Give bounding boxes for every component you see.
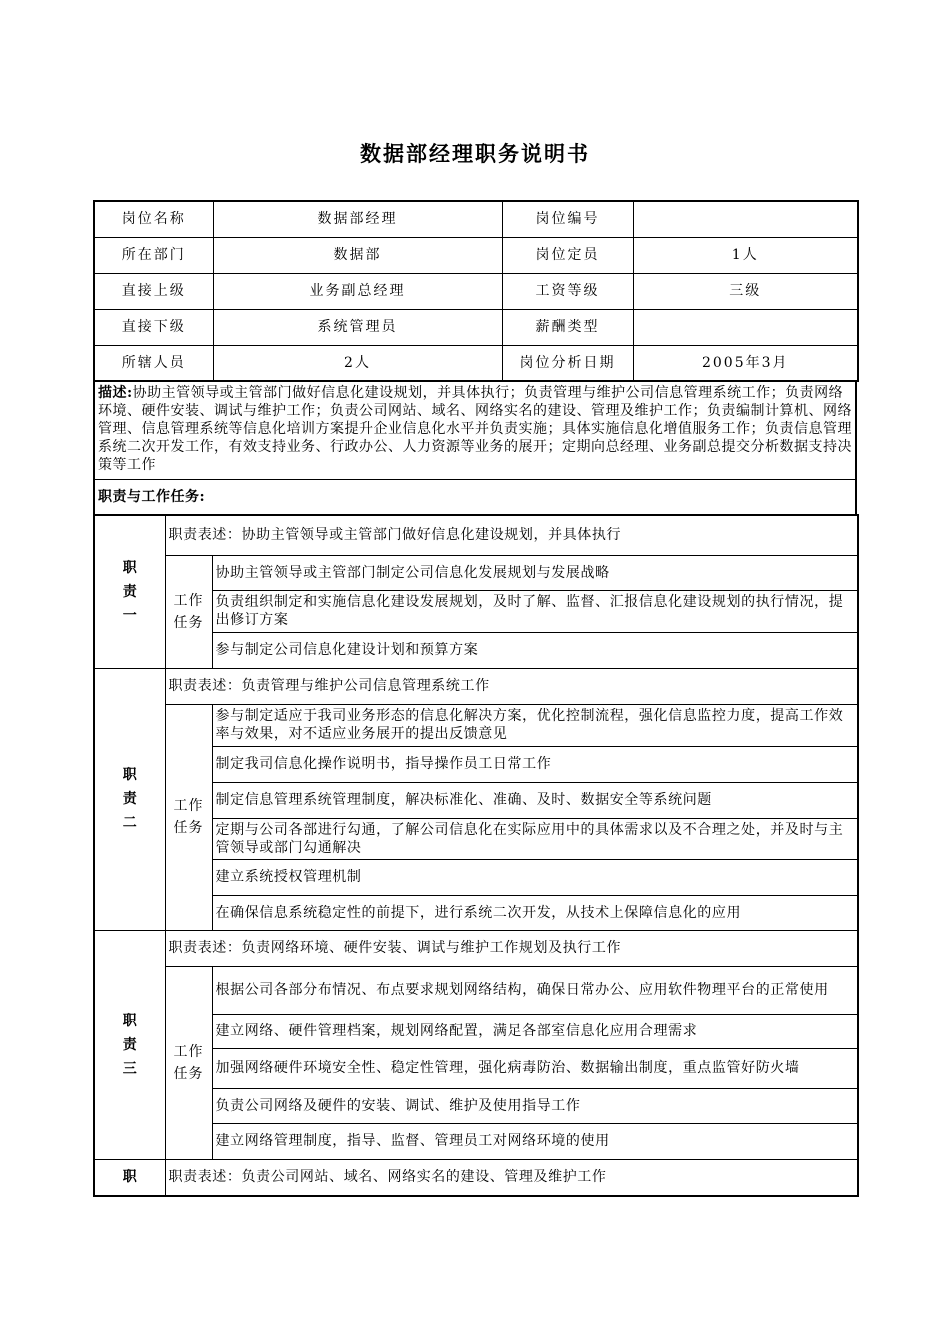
duties-table (93, 514, 859, 1197)
info-value: 系统管理员 (213, 309, 502, 345)
task-row (94, 966, 858, 1014)
task-label-word: 任务 (173, 820, 204, 836)
info-label: 薪酬类型 (502, 309, 633, 345)
info-label: 直接上级 (94, 273, 213, 309)
info-row (94, 345, 858, 381)
task-item: 建立网络、硬件管理档案，规划网络配置，满足各部室信息化应用合理需求 (212, 1014, 858, 1048)
info-value: 2人 (213, 345, 502, 381)
duty-label (94, 1159, 165, 1196)
description-cell (94, 381, 856, 479)
description-text: 协助主管领导或主管部门做好信息化建设规划，并具体执行；负责管理与维护公司信息管理系统工作；负责网络环境、硬件安装、调试与维护工作；负责公司网站、域名、网络实名的建设、管理及维护工作；负责编制计算机、网络管理、信息管理系统等信息化培训方案提升企业信息化水平并负责实施；具体实施信息化增值服务工作；负责信息管理系统二次开发工作，有效支持业务、行政办公、人力资源等业务的展开；定期向总经理、业务副总提交分析数据支持决策等工作 (98, 385, 852, 473)
info-row (94, 273, 858, 309)
info-label: 所在部门 (94, 237, 213, 273)
duty-label-char: 二 (122, 815, 137, 831)
task-label (165, 704, 212, 930)
info-label: 岗位名称 (94, 201, 213, 237)
info-value: 数据部经理 (213, 201, 502, 237)
duty-statement: 职责表述：协助主管领导或主管部门做好信息化建设规划，并具体执行 (165, 515, 858, 555)
info-label: 工资等级 (502, 273, 633, 309)
duties-header: 职责与工作任务: (94, 479, 856, 515)
info-value: 三级 (633, 273, 858, 309)
duty-label-char: 职 (122, 767, 137, 783)
description-table (93, 380, 857, 516)
task-label-word: 工作 (173, 798, 204, 814)
task-row (94, 704, 858, 746)
duty-label-char: 三 (122, 1060, 137, 1077)
task-item: 负责组织制定和实施信息化建设发展规划，及时了解、监督、汇报信息化建设规划的执行情况，提出修订方案 (212, 590, 858, 632)
task-item: 建立系统授权管理机制 (212, 859, 858, 895)
task-label-word: 工作 (173, 592, 204, 609)
info-label: 所辖人员 (94, 345, 213, 381)
duty-label (94, 515, 165, 668)
info-value: 1人 (633, 237, 858, 273)
info-label: 直接下级 (94, 309, 213, 345)
duty-statement-row (94, 515, 858, 555)
duty-statement-row (94, 668, 858, 704)
duty-label (94, 930, 165, 1159)
task-item: 在确保信息系统稳定性的前提下，进行系统二次开发，从技术上保障信息化的应用 (212, 895, 858, 930)
task-row (94, 555, 858, 590)
info-row (94, 201, 858, 237)
duty-statement: 职责表述：负责网络环境、硬件安装、调试与维护工作规划及执行工作 (165, 930, 858, 966)
task-item: 参与制定适应于我司业务形态的信息化解决方案，优化控制流程，强化信息监控力度，提高工作效率与效果，对不适应业务展开的提出反馈意见 (212, 704, 858, 746)
duty-label-char: 职 (122, 1012, 137, 1029)
info-value (633, 309, 858, 345)
duty-statement: 职责表述：负责公司网站、域名、网络实名的建设、管理及维护工作 (165, 1159, 858, 1196)
info-label: 岗位定员 (502, 237, 633, 273)
duty-label-char: 职 (122, 559, 137, 576)
duty-statement: 职责表述：负责管理与维护公司信息管理系统工作 (165, 668, 858, 704)
info-value: 数据部 (213, 237, 502, 273)
duty-label-char: 职 (122, 1169, 137, 1186)
task-item: 建立网络管理制度，指导、监督、管理员工对网络环境的使用 (212, 1123, 858, 1159)
task-item: 协助主管领导或主管部门制定公司信息化发展规划与发展战略 (212, 555, 858, 590)
task-label-word: 工作 (173, 1043, 204, 1060)
info-label: 岗位分析日期 (502, 345, 633, 381)
info-value: 业务副总经理 (213, 273, 502, 309)
duty-label-char: 责 (122, 583, 137, 600)
description-label: 描述: (98, 385, 133, 401)
document-title: 数据部经理职务说明书 (360, 141, 590, 166)
task-label (165, 966, 212, 1159)
info-value (633, 201, 858, 237)
duty-label-char: 一 (122, 607, 137, 624)
task-item: 根据公司各部分布情况、布点要求规划网络结构，确保日常办公、应用软件物理平台的正常使用 (212, 966, 858, 1014)
task-item: 制定信息管理系统管理制度，解决标准化、准确、及时、数据安全等系统问题 (212, 782, 858, 818)
duty-label (94, 668, 165, 930)
task-item: 加强网络硬件环境安全性、稳定性管理，强化病毒防治、数据输出制度，重点监管好防火墙 (212, 1048, 858, 1088)
info-value: 2005年3月 (633, 345, 858, 381)
task-item: 定期与公司各部进行勾通，了解公司信息化在实际应用中的具体需求以及不合理之处，并及时与主管领导或部门勾通解决 (212, 818, 858, 859)
info-row (94, 309, 858, 345)
info-table (93, 200, 859, 382)
task-label-word: 任务 (173, 614, 204, 631)
task-label (165, 555, 212, 668)
info-label: 岗位编号 (502, 201, 633, 237)
task-item: 参与制定公司信息化建设计划和预算方案 (212, 632, 858, 668)
duty-statement-row (94, 930, 858, 966)
duty-label-char: 责 (122, 791, 137, 807)
task-item: 制定我司信息化操作说明书，指导操作员工日常工作 (212, 746, 858, 782)
duty-statement-row (94, 1159, 858, 1196)
duty-label-char: 责 (122, 1036, 137, 1053)
task-label-word: 任务 (173, 1065, 204, 1082)
task-item: 负责公司网络及硬件的安装、调试、维护及使用指导工作 (212, 1088, 858, 1123)
info-row (94, 237, 858, 273)
